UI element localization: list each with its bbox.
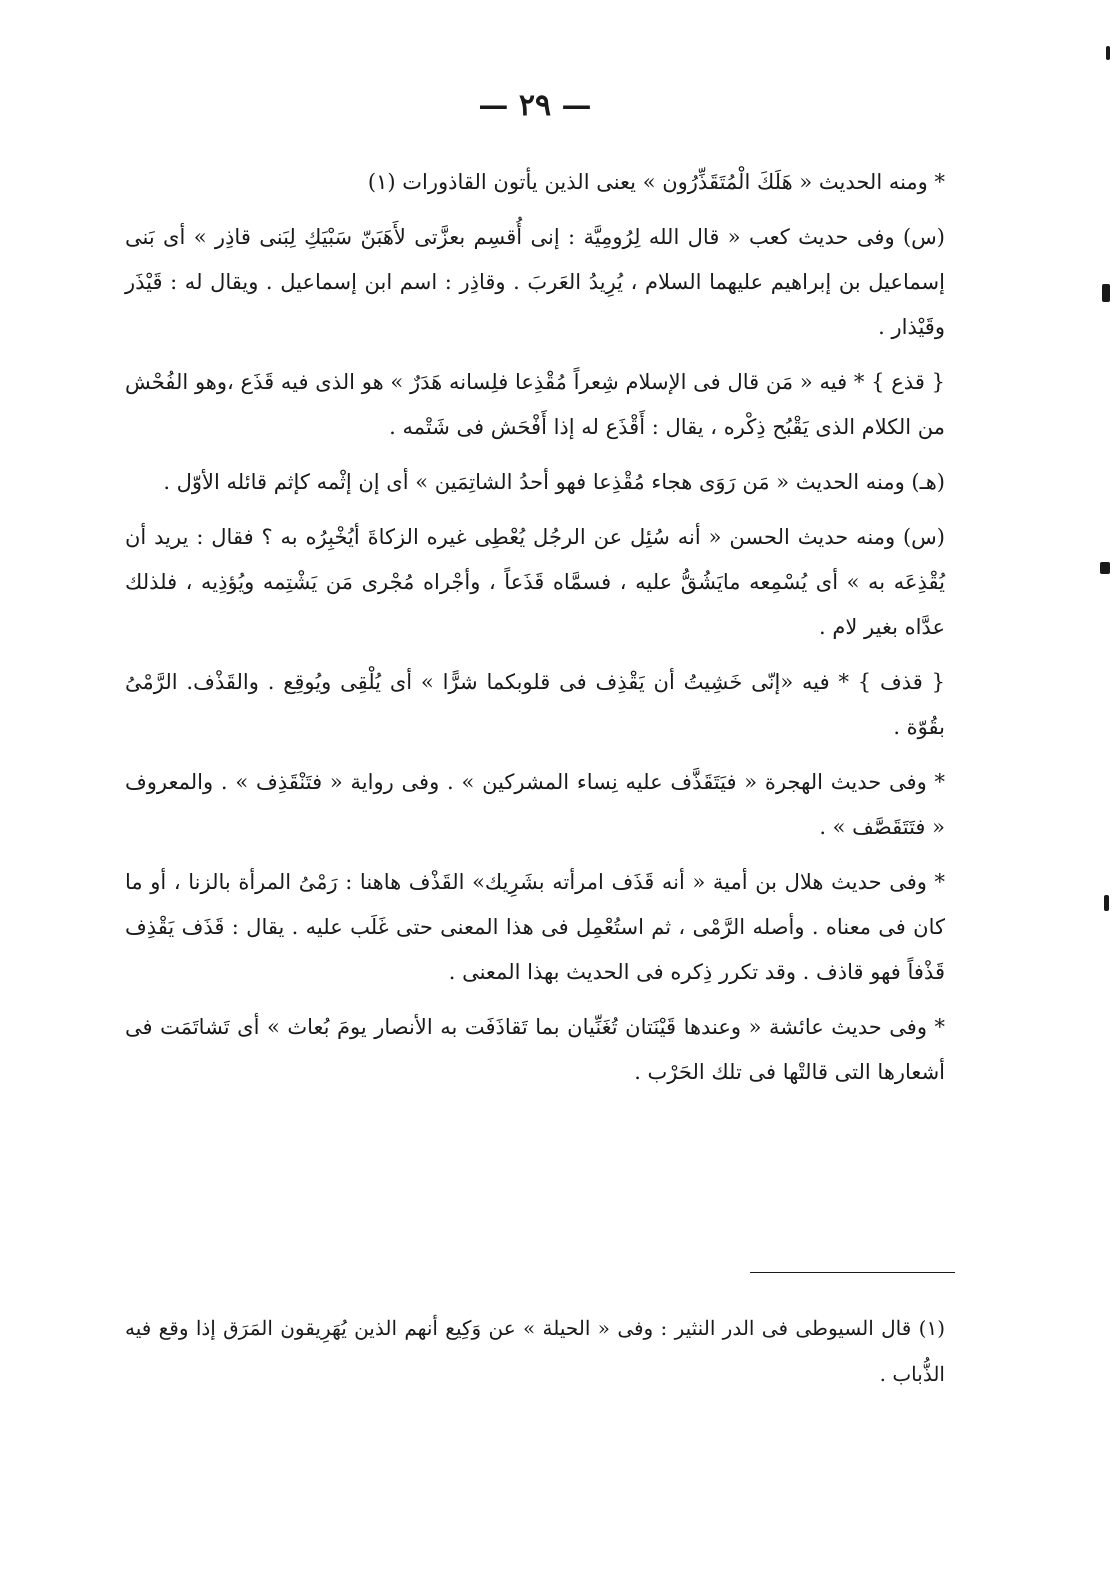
- page-number: — ٢٩ —: [478, 88, 592, 123]
- paragraph-9: * وفى حديث عائشة « وعندها قَيْنَتان تُغَنِّيان بما تَقاذَفَت به الأنصار يومَ بُعاث » أى تَشاتَمَت فى أشعارها التى قالتْها فى تلك الحَرْب .: [125, 1015, 945, 1084]
- paragraph-6: { قذف } * فيه «إنّى خَشِيتُ أن يَقْذِف فى قلوبكما شرًّا » أى يُلْقِى ويُوقِع . والقَذْف. الرَّمْىُ بقُوّة .: [125, 670, 945, 739]
- paragraph-3: { قذع } * فيه « مَن قال فى الإسلام شِعراً مُقْذِعا فلِسانه هَدَرٌ » هو الذى فيه قَذَع ،وهو الفُحْش من الكلام الذى يَقْبُح ذِكْره ، يقال : أَقْذَع له إذا أَفْحَش فى شَتْمه .: [125, 370, 945, 439]
- paragraph-7: * وفى حديث الهجرة « فيَتَقَذَّف عليه نِساء المشركين » . وفى رواية « فتَنْقَذِف » . والمعروف « فتَتَقَصَّف » .: [125, 770, 945, 839]
- paragraph-5: (س) ومنه حديث الحسن « أنه سُئِل عن الرجُل يُعْطِى غيره الزكاةَ أيُخْبِرُه به ؟ فقال : يريد أن يُقْذِعَه به » أى يُسْمِعه مايَشُقُّ عليه ، فسمَّاه قَذَعاً ، وأجْراه مُجْرى مَن يَشْتِمه ويُؤذِيه ، فلذلك عدَّاه بغير لام .: [125, 525, 945, 639]
- paragraph-2: (س) وفى حديث كعب « قال الله لِرُومِيَّة : إنى أُقسِم بعزَّتى لأَهَبَنّ سَبْيَكِ لِبَنى قاذِر » أى بَنى إسماعيل بن إبراهيم عليهما السلام ، يُرِيدُ العَربَ . وقاذِر : اسم ابن إسماعيل . ويقال له : قَيْذَر وقَيْذار .: [125, 225, 945, 339]
- paragraph-4: (هـ) ومنه الحديث « مَن رَوَى هجاء مُقْذِعا فهو أحدُ الشاتِمَين » أى إن إثْمه كإثم قائله الأوّل .: [163, 470, 945, 494]
- footnote: (١) قال السيوطى فى الدر النثير : وفى « الحيلة » عن وَكِيع أنهم الذين يُهَرِيقون المَرَق إذا وقع فيه الذُّباب .: [125, 1316, 945, 1386]
- main-text: [125, 160, 945, 1105]
- edge-mark-2: [1102, 284, 1110, 302]
- paragraph-1: * ومنه الحديث « هَلَكَ الْمُتَقَذِّرُون » يعنى الذين يأتون القاذورات (١): [367, 170, 945, 194]
- edge-mark-1: [1106, 46, 1110, 60]
- footnote-divider: [750, 1272, 955, 1273]
- edge-mark-3: [1100, 562, 1110, 574]
- edge-mark-4: [1104, 895, 1109, 911]
- paragraph-8: * وفى حديث هلال بن أمية « أنه قَذَف امرأته بشَرِيك» القَذْف هاهنا : رَمْىُ المرأة بالزنا ، أو ما كان فى معناه . وأصله الرَّمْى ، ثم استُعْمِل فى هذا المعنى حتى غَلَب عليه . يقال : قَذَف يَقْذِف قَذْفاً فهو قاذف . وقد تكرر ذِكره فى الحديث بهذا المعنى .: [125, 870, 945, 984]
